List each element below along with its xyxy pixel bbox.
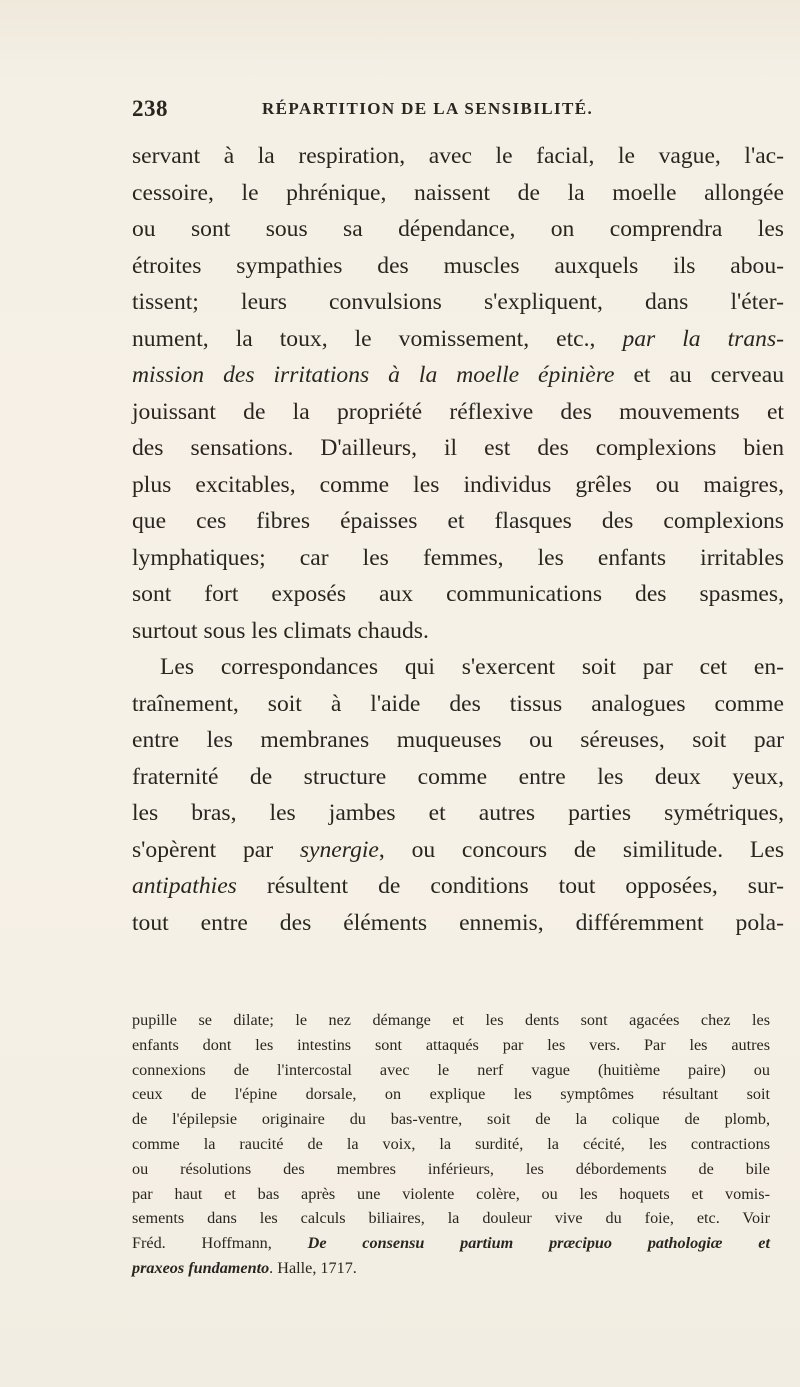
text-segment: cessoire, le phrénique, naissent de la moelle allongée [132, 179, 784, 206]
text-segment: étroites sympathies des muscles auxquels ils abou- [132, 252, 784, 279]
footnote-line [132, 1058, 770, 1083]
body-text [132, 138, 784, 941]
footnote-line [132, 1157, 770, 1182]
italic-text: praxeos fundamento [132, 1258, 270, 1277]
text-segment: entre les membranes muqueuses ou séreuses, soit par [132, 727, 784, 753]
body-line [132, 321, 784, 358]
footnote-line [132, 1132, 770, 1157]
footnote-line [132, 1206, 770, 1231]
footnote-line [132, 1033, 770, 1058]
text-segment: sements dans les calculs biliaires, la douleur vive du foie, etc. Voir [132, 1209, 770, 1228]
body-line [132, 138, 784, 175]
text-segment: , ou concours de similitude. Les [378, 836, 784, 863]
body-line [132, 795, 784, 832]
italic-text: antipathies [132, 873, 237, 899]
body-line [132, 832, 784, 869]
page-number: 238 [132, 96, 168, 121]
text-segment: plus excitables, comme les individus grêles ou maigres, [132, 471, 784, 498]
text-segment: les bras, les jambes et autres parties symétriques, [132, 800, 784, 826]
text-segment: traînement, soit à l'aide des tissus analogues comme [132, 690, 784, 717]
footnote-line [132, 1256, 770, 1281]
italic-text: synergie [299, 836, 379, 863]
text-segment: lymphatiques; car les femmes, les enfants irritables [132, 544, 784, 571]
footnote-line [132, 1182, 770, 1207]
body-line [132, 175, 784, 212]
running-title: RÉPARTITION DE LA SENSIBILITÉ. [262, 99, 594, 118]
body-line [132, 686, 784, 723]
footnote [132, 1008, 770, 1281]
body-line [132, 211, 784, 248]
text-segment: enfants dont les intestins sont attaqués par les vers. Par les autres [132, 1035, 770, 1054]
body-line [132, 503, 784, 540]
body-line [132, 905, 784, 942]
italic-text: De consensu partium præcipuo pathologiæ et [307, 1234, 770, 1253]
text-segment: résultent de conditions tout opposées, sur- [236, 873, 784, 899]
text-segment: nument, la toux, le vomissement, etc., [132, 325, 623, 352]
body-line [132, 430, 784, 467]
body-line [132, 284, 784, 321]
body-line [132, 649, 784, 686]
text-segment: Les correspondances qui s'exercent soit par cet en- [160, 654, 784, 680]
text-segment: jouissant de la propriété réflexive des mouvements et [132, 398, 784, 425]
text-segment: que ces fibres épaisses et flasques des complexions [132, 508, 784, 534]
body-line [132, 868, 784, 905]
body-line [132, 540, 784, 577]
text-segment: connexions de l'intercostal avec le nerf vague (huitième paire) ou [132, 1060, 770, 1079]
body-line [132, 394, 784, 431]
text-segment: fraternité de structure comme entre les deux yeux, [132, 763, 784, 790]
text-segment: ou résolutions des membres inférieurs, les débordements de bile [132, 1159, 770, 1178]
text-segment: de l'épilepsie originaire du bas-ventre, soit de la colique de plomb, [132, 1110, 770, 1129]
page-header [132, 96, 668, 126]
text-segment: sont fort exposés aux communications des spasmes, [132, 581, 784, 607]
body-line [132, 613, 784, 650]
text-segment: Fréd. Hoffmann, [132, 1234, 308, 1253]
body-line [132, 467, 784, 504]
text-segment: ceux de l'épine dorsale, on explique les symptômes résultant soit [132, 1085, 770, 1104]
text-segment: surtout sous les climats chauds. [132, 617, 429, 644]
body-line [132, 357, 784, 394]
text-segment: comme la raucité de la voix, la surdité, la cécité, les contractions [132, 1134, 770, 1153]
footnote-line [132, 1107, 770, 1132]
footnote-line [132, 1231, 770, 1256]
footnote-line [132, 1082, 770, 1107]
text-segment: servant à la respiration, avec le facial, le vague, l'ac- [132, 143, 784, 169]
body-line [132, 759, 784, 796]
text-segment: tout entre des éléments ennemis, différemment pola- [132, 909, 784, 936]
text-segment: . Halle, 1717. [269, 1258, 357, 1277]
text-segment: ou sont sous sa dépendance, on comprendra les [132, 216, 784, 242]
body-line [132, 576, 784, 613]
body-line [132, 722, 784, 759]
text-segment: s'opèrent par [132, 836, 300, 863]
footnote-line [132, 1008, 770, 1033]
italic-text: mission des irritations à la moelle épinière [132, 362, 615, 388]
text-segment: des sensations. D'ailleurs, il est des complexions bien [132, 435, 784, 461]
text-segment: par haut et bas après une violente colère, ou les hoquets et vomis- [132, 1184, 770, 1203]
body-line [132, 248, 784, 285]
text-segment: et au cerveau [614, 362, 784, 388]
italic-text: par la trans- [622, 325, 784, 352]
text-segment: tissent; leurs convulsions s'expliquent, dans l'éter- [132, 289, 784, 315]
text-segment: pupille se dilate; le nez démange et les dents sont agacées chez les [132, 1011, 770, 1029]
